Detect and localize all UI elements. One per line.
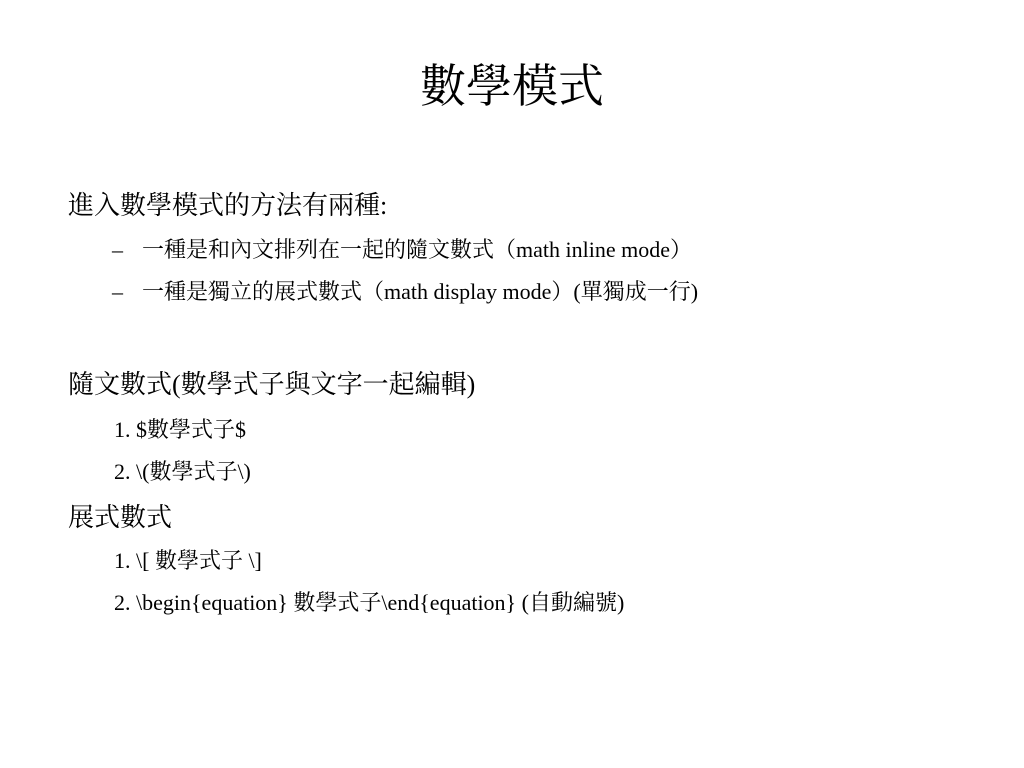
bullet-inline-mode: 一種是和內文排列在一起的隨文數式（math inline mode）	[142, 237, 692, 262]
display-item-1: 1. \[ 數學式子 \]	[114, 548, 262, 573]
bullet-marker: –	[112, 279, 123, 304]
display-item-2: 2. \begin{equation} 數學式子\end{equation} (自動編號)	[114, 590, 625, 615]
bullet-display-mode: 一種是獨立的展式數式（math display mode）(單獨成一行)	[142, 279, 699, 304]
inline-item-2: 2. \(數學式子\)	[114, 459, 251, 484]
intro-text: 進入數學模式的方法有兩種:	[68, 191, 388, 220]
bullet-marker: –	[112, 237, 123, 262]
inline-item-1: 1. $數學式子$	[114, 417, 247, 442]
slide-title: 數學模式	[420, 61, 604, 112]
display-section-heading: 展式數式	[68, 503, 173, 532]
inline-section-heading: 隨文數式(數學式子與文字一起編輯)	[68, 370, 476, 399]
